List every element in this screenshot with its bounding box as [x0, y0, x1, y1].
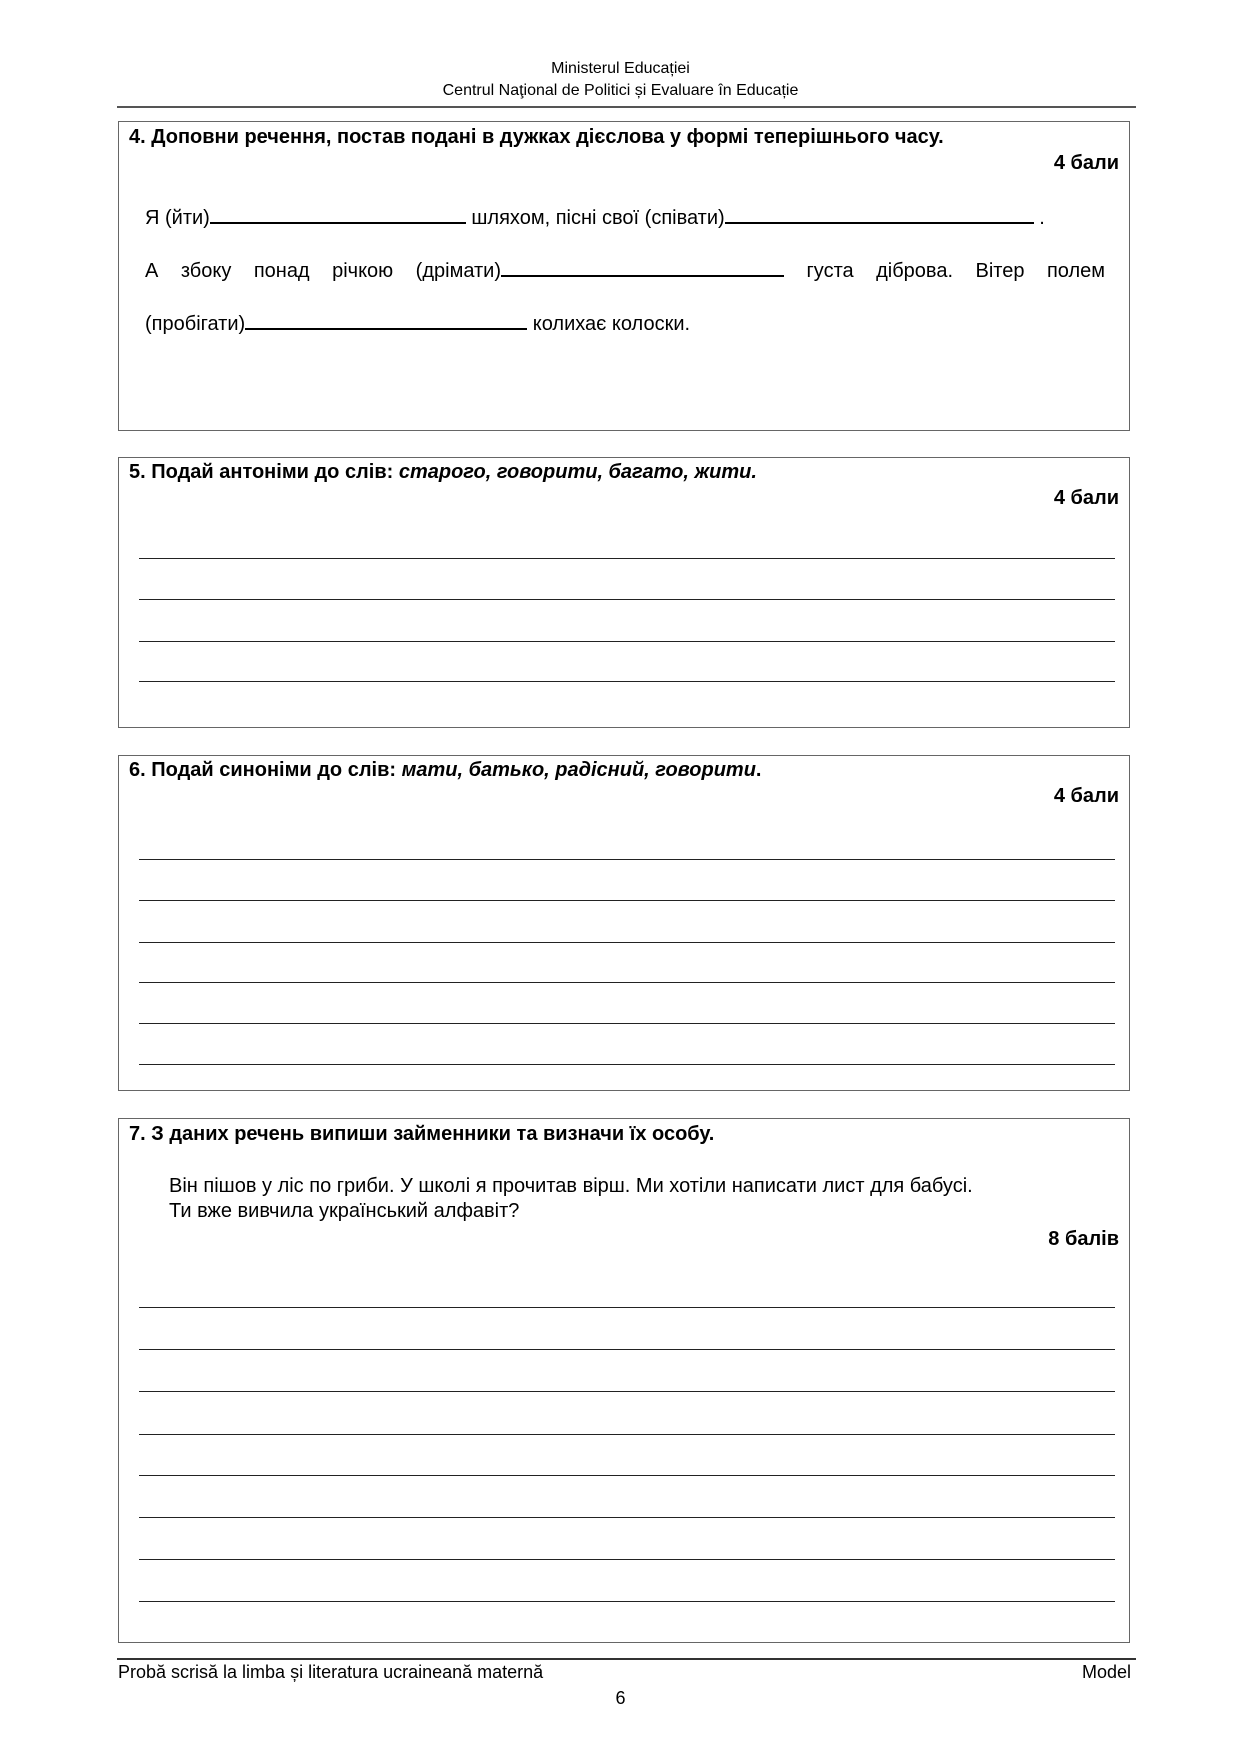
question-5-points: 4 бали	[1053, 487, 1119, 509]
question-7-points: 8 балів	[1048, 1228, 1119, 1250]
answer-line[interactable]	[139, 681, 1115, 682]
answer-blank-4[interactable]	[245, 308, 527, 330]
sentence-2-part-a: А збоку понад річкою (дрімати)	[145, 260, 501, 282]
question-6-box	[118, 755, 1130, 1091]
answer-line[interactable]	[139, 1064, 1115, 1065]
answer-line[interactable]	[139, 599, 1115, 600]
question-5-box	[118, 457, 1130, 728]
question-4-title: 4. Доповни речення, постав подані в дужках дієслова у формі теперішнього часу.	[129, 126, 944, 148]
sentence-1-part-a: Я (йти)	[145, 207, 210, 229]
question-6-end: .	[755, 759, 762, 781]
answer-line[interactable]	[139, 1601, 1115, 1602]
header-ministry: Ministerul Educației	[551, 60, 690, 77]
answer-line[interactable]	[139, 982, 1115, 983]
question-7-title: 7. З даних речень випиши займенники та визначи їх особу.	[129, 1123, 715, 1145]
answer-line[interactable]	[139, 1475, 1115, 1476]
answer-line[interactable]	[139, 1307, 1115, 1308]
footer-model: Model	[1081, 1662, 1131, 1682]
answer-line[interactable]	[139, 900, 1115, 901]
answer-blank-2[interactable]	[725, 202, 1034, 224]
answer-line[interactable]	[139, 942, 1115, 943]
answer-line[interactable]	[139, 1517, 1115, 1518]
answer-line[interactable]	[139, 1559, 1115, 1560]
sentence-2	[145, 255, 1105, 283]
question-4-points: 4 бали	[1053, 152, 1119, 174]
answer-line[interactable]	[139, 1023, 1115, 1024]
sentence-1-end: .	[1039, 207, 1045, 229]
header-center: Centrul Naţional de Politici și Evaluare în Educație	[442, 82, 799, 99]
answer-blank-3[interactable]	[501, 255, 784, 277]
question-7-text-line-2: Ти вже вивчила український алфавіт?	[169, 1200, 520, 1222]
question-4-box	[118, 121, 1130, 431]
sentence-1-part-b: шляхом, пісні свої (співати)	[471, 207, 725, 229]
question-5-title	[129, 461, 757, 484]
sentence-1	[145, 202, 1045, 230]
question-6-title	[129, 759, 761, 782]
question-6-points: 4 бали	[1053, 785, 1119, 807]
header-rule	[117, 106, 1136, 108]
question-5-prompt: 5. Подай антоніми до слів:	[129, 461, 399, 483]
question-5-words: старого, говорити, багато, жити.	[398, 461, 757, 483]
answer-line[interactable]	[139, 641, 1115, 642]
page-number: 6	[615, 1688, 626, 1708]
sentence-3-part-a: (пробігати)	[145, 313, 246, 335]
answer-line[interactable]	[139, 1391, 1115, 1392]
sentence-3-part-b: колихає колоски.	[532, 313, 691, 335]
sentence-3	[145, 308, 690, 336]
question-7-box	[118, 1118, 1130, 1643]
answer-blank-1[interactable]	[210, 202, 466, 224]
question-6-words: мати, батько, радісний, говорити	[401, 759, 756, 781]
footer-rule	[117, 1658, 1136, 1660]
answer-line[interactable]	[139, 1349, 1115, 1350]
answer-line[interactable]	[139, 859, 1115, 860]
question-7-text-line-1: Він пішов у ліс по гриби. У школі я прочитав вірш. Ми хотіли написати лист для бабусі.	[169, 1175, 973, 1197]
question-6-prompt: 6. Подай синоніми до слів:	[129, 759, 402, 781]
answer-line[interactable]	[139, 1434, 1115, 1435]
footer-exam-name: Probă scrisă la limba și literatura ucraineană maternă	[118, 1662, 544, 1682]
answer-line[interactable]	[139, 558, 1115, 559]
sentence-2-part-b: густа діброва. Вітер полем	[806, 260, 1106, 282]
